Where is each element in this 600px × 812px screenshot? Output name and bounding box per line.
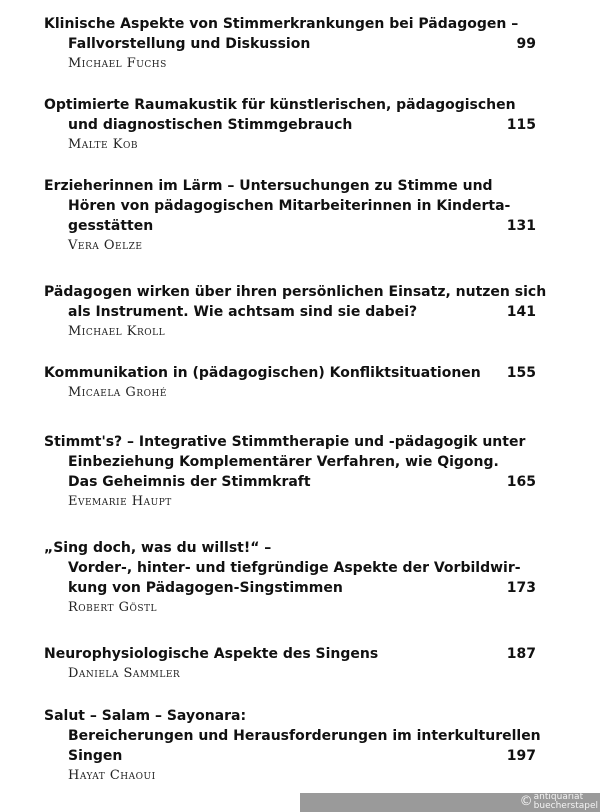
entry-title-line: Optimierte Raumakustik für künstlerischen, pädagogischen (44, 97, 516, 113)
entry-title-last-line (44, 363, 536, 383)
author-name: Robert Göstl (68, 600, 158, 615)
author-name: Michael Fuchs (68, 56, 167, 71)
author-name: Micaela Grohé (68, 385, 167, 400)
entry-title-line: und diagnostischen Stimmgebrauch (68, 117, 353, 133)
toc-entry (44, 282, 547, 342)
toc-entry (44, 176, 536, 256)
entry-title-line: kung von Pädagogen-Singstimmen (68, 580, 343, 596)
page-number: 131 (506, 218, 536, 234)
author-name: Michael Kroll (68, 324, 166, 339)
author-name: Daniela Sammler (68, 666, 181, 681)
entry-title-line: „Sing doch, was du willst!“ – (44, 540, 272, 556)
entry-title-last-line (44, 302, 536, 322)
entry-title-line: Pädagogen wirken über ihren persönlichen Einsatz, nutzen sich (44, 284, 547, 300)
author-name: Vera Oelze (68, 238, 143, 253)
entry-title-line: Fallvorstellung und Diskussion (68, 36, 311, 52)
entry-title-line: Einbeziehung Komplementärer Verfahren, wie Qigong. (68, 454, 499, 470)
entry-title-line: Vorder-, hinter- und tiefgründige Aspekte der Vorbildwir- (68, 560, 521, 576)
entry-title-line: Stimmt's? – Integrative Stimmtherapie und -pädagogik unter (44, 434, 526, 450)
toc-entry (44, 432, 536, 512)
page-number: 197 (506, 748, 536, 764)
toc-entry (44, 363, 536, 403)
watermark-bar (300, 793, 600, 812)
page-number: 155 (506, 365, 536, 381)
entry-title-last-line (44, 472, 536, 492)
entry-title-last-line (44, 746, 536, 766)
page-number: 165 (506, 474, 536, 490)
toc-entry (44, 644, 536, 684)
author-name: Hayat Chaoui (68, 768, 156, 783)
entry-title-last-line (44, 34, 536, 54)
toc-entry (44, 706, 541, 786)
entry-title-last-line (44, 115, 536, 135)
entry-title-line: Singen (68, 748, 123, 764)
entry-title-line: als Instrument. Wie achtsam sind sie dabei? (68, 304, 418, 320)
author-name: Malte Kob (68, 137, 138, 152)
toc-entry (44, 14, 536, 74)
page-number: 141 (506, 304, 536, 320)
table-of-contents (44, 14, 547, 783)
watermark-line: antiquariat (533, 792, 584, 802)
entry-title-last-line (44, 216, 536, 236)
page-number: 173 (506, 580, 536, 596)
entry-title-line: Erzieherinnen im Lärm – Untersuchungen zu Stimme und (44, 178, 493, 194)
entry-title-last-line (44, 578, 536, 598)
author-name: Evemarie Haupt (68, 494, 172, 509)
copyright-symbol: © (519, 794, 533, 809)
watermark-logo (519, 792, 598, 811)
page-number: 187 (506, 646, 536, 662)
entry-title-last-line (44, 644, 536, 664)
entry-title-line: Kommunikation in (pädagogischen) Konfliktsituationen (44, 365, 481, 381)
entry-title-line: Das Geheimnis der Stimmkraft (68, 474, 311, 490)
entry-title-line: Salut – Salam – Sayonara: (44, 708, 247, 724)
watermark-line: buecherstapel (533, 801, 598, 811)
page-number: 115 (506, 117, 536, 133)
toc-entry (44, 538, 536, 618)
entry-title-line: Bereicherungen und Herausforderungen im interkulturellen (68, 728, 541, 744)
entry-title-line: Hören von pädagogischen Mitarbeiterinnen in Kinderta- (68, 198, 511, 214)
entry-title-line: Klinische Aspekte von Stimmerkrankungen bei Pädagogen – (44, 16, 519, 32)
toc-entry (44, 95, 536, 155)
entry-title-line: Neurophysiologische Aspekte des Singens (44, 646, 379, 662)
page-number: 99 (516, 36, 536, 52)
entry-title-line: gesstätten (68, 218, 154, 234)
